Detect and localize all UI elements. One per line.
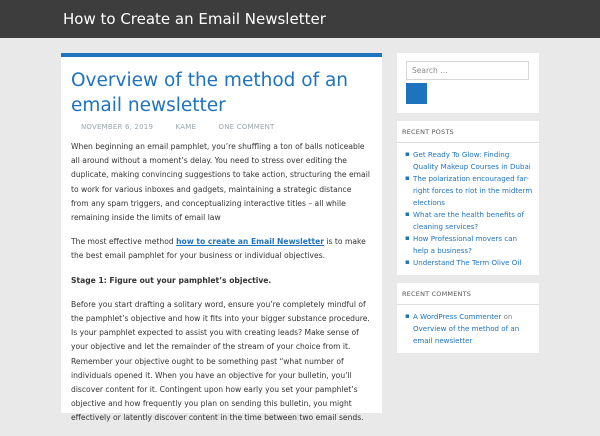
post-article xyxy=(61,53,382,423)
recent-posts-list xyxy=(397,143,539,275)
paragraph-text: is to make the best email pamphlet for your business or individual objectives. xyxy=(71,237,366,261)
recent-post-link[interactable]: ▪ What are the health benefits of cleaning services? xyxy=(405,209,533,233)
recent-comment xyxy=(405,311,533,346)
post-date[interactable]: NOVEMBER 6, 2019 xyxy=(81,123,154,131)
search-input[interactable] xyxy=(406,61,529,80)
post-comments-link[interactable]: ONE COMMENT xyxy=(218,123,275,131)
post-author[interactable]: KAME xyxy=(175,123,197,131)
sidebar xyxy=(397,53,539,361)
section-heading xyxy=(71,274,371,288)
paragraph xyxy=(71,235,371,263)
comment-on-text: on xyxy=(503,312,513,322)
recent-comments-widget xyxy=(397,283,539,353)
site-header xyxy=(0,0,600,38)
stage-1-heading: Stage 1: Figure out your pamphlet’s objective. xyxy=(71,275,272,285)
recent-post-link[interactable]: ▪ How Professional movers can help a business? xyxy=(405,233,533,257)
site-title[interactable]: How to Create an Email Newsletter xyxy=(63,10,326,28)
comment-post-link[interactable]: Overview of the method of an email newsletter xyxy=(413,324,520,346)
newsletter-link[interactable]: how to create an Email Newsletter xyxy=(176,237,325,247)
paragraph: When beginning an email pamphlet, you’re shuffling a ton of balls noticeable all around without a moment’s delay. You need to stress over editing the duplicate, making convincing suggestions to take action, structuring the email to work for various inboxes and gadgets, maintaining a strategic distance from any spam triggers, and conceptualizing interactive titles – all while remaining inside the limits of email law xyxy=(71,142,370,223)
paragraph-text: The most effective method xyxy=(71,237,177,247)
comment-author-link[interactable]: A WordPress Commenter xyxy=(413,312,502,322)
post-content xyxy=(71,140,371,436)
post-title[interactable]: Overview of the method of an email newsletter xyxy=(71,70,349,116)
recent-posts-widget xyxy=(397,121,539,275)
recent-posts-title: RECENT POSTS xyxy=(397,121,539,143)
post-meta xyxy=(81,123,295,131)
paragraph: Before you start drafting a solitary word, ensure you’re completely mindful of the pamphlet’s objective and how it fits into your bigger substance procedure. Is your pamphlet expected to assist you with creating leads? Make sense of your objective and let the remainder of the stream of your choice from it. Remember your objective ought to be something past “what number of individuals opened it. When you have an objective for your bulletin, you’ll discover content for it. Contingent upon how early you set your pamphlet’s objective and how frequently you plan on sending this bulletin, you might effectively or latently discover content in the time between two email sends. xyxy=(71,299,370,423)
recent-post-link[interactable]: ▪ The polarization encouraged far-right forces to riot in the midterm elections xyxy=(405,173,533,208)
recent-comments-title: RECENT COMMENTS xyxy=(397,283,539,305)
recent-post-link[interactable]: ▪ Understand The Term Olive Oil xyxy=(405,257,533,269)
search-button[interactable] xyxy=(406,83,427,104)
recent-comments-list xyxy=(397,305,539,353)
search-widget xyxy=(397,53,539,113)
recent-post-link[interactable]: ▪ Get Ready To Glow: Finding Quality Makeup Courses in Dubai xyxy=(405,149,533,173)
